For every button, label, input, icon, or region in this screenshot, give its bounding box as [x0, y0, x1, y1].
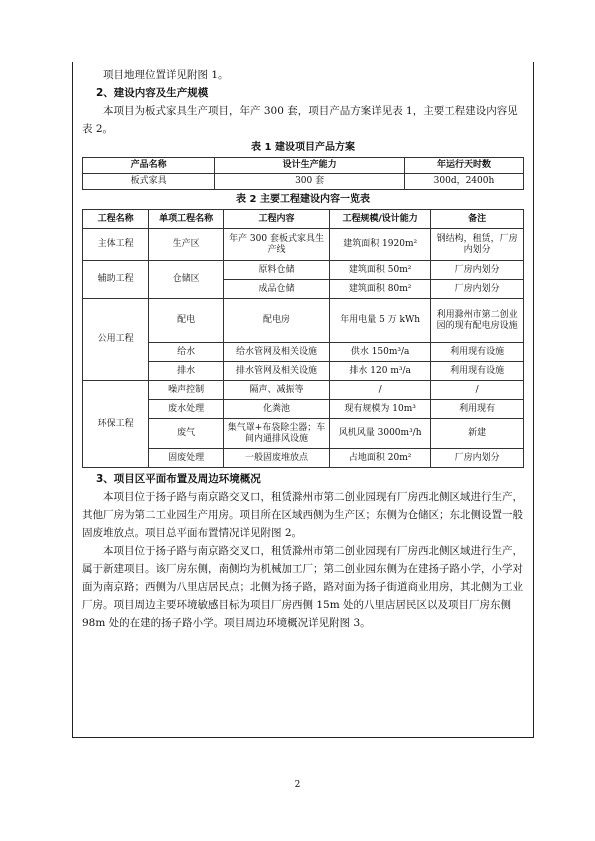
table-cell: 建筑面积 1920m²: [329, 229, 430, 261]
table-header: 单项工程名称: [149, 210, 224, 229]
table-row: [83, 229, 524, 261]
table-cell: 配电: [149, 299, 224, 343]
section-3-heading: 3、项目区平面布置及周边环境概况: [96, 473, 261, 485]
table-cell: 废水处理: [149, 400, 224, 419]
table-cell: 利用现有设施: [431, 362, 524, 381]
table-row: [83, 210, 524, 229]
table-cell: 占地面积 20m²: [329, 449, 430, 468]
table-row: [83, 449, 524, 468]
table-row: [83, 343, 524, 362]
table-row: [83, 362, 524, 381]
table-header: 工程内容: [224, 210, 330, 229]
table-cell: 化粪池: [224, 400, 330, 419]
group-cell-auxiliary: 辅助工程: [83, 261, 149, 299]
table-header: 年运行天时数: [404, 158, 523, 174]
table-2: [82, 209, 524, 468]
table-cell: /: [329, 381, 430, 400]
table-cell: 利用滁州市第二创业园的现有配电房设施: [431, 299, 524, 343]
group-cell-environmental: 环保工程: [83, 381, 149, 468]
table-cell: 生产区: [149, 229, 224, 261]
group-cell-utility: 公用工程: [83, 299, 149, 381]
table-cell: 成品仓储: [224, 280, 330, 299]
table-cell: 现有规模为 10m³: [329, 400, 430, 419]
table-cell: 厂房内划分: [431, 280, 524, 299]
table-row: [83, 174, 524, 190]
table-row: [83, 381, 524, 400]
table-cell: 原料仓储: [224, 261, 330, 280]
table-cell: 固废处理: [149, 449, 224, 468]
section-2-paragraph: 本项目为板式家具生产项目，年产 300 套，项目产品方案详见表 1，主要工程建设内容见表 2。: [82, 105, 518, 135]
table-row: [83, 419, 524, 449]
table-row: [83, 400, 524, 419]
table-header: 工程规模/设计能力: [329, 210, 430, 229]
table-cell: 供水 150m³/a: [329, 343, 430, 362]
intro-line: 项目地理位置详见附图 1。: [103, 69, 229, 81]
table-row: [83, 261, 524, 280]
table-header: 产品名称: [83, 158, 215, 174]
page-number: 2: [294, 780, 301, 790]
table-cell: 排水: [149, 362, 224, 381]
table-1: [82, 157, 524, 190]
table-cell: 建筑面积 50m²: [329, 261, 430, 280]
table-header: 备注: [431, 210, 524, 229]
table-cell: /: [431, 381, 524, 400]
table-cell: 给水: [149, 343, 224, 362]
table-cell: 废气: [149, 419, 224, 449]
table-cell: 集气罩+布袋除尘器；车间内通排风设施: [224, 419, 330, 449]
table-cell: 噪声控制: [149, 381, 224, 400]
document-body: [82, 66, 524, 632]
table-cell: 建筑面积 80m²: [329, 280, 430, 299]
table-cell: 利用现有: [431, 400, 524, 419]
table-cell: 排水 120 m³/a: [329, 362, 430, 381]
section-3-paragraph-1: 本项目位于扬子路与南京路交叉口，租赁滁州市第二创业园现有厂房西北侧区域进行生产，其他厂房为第二工业园生产用房。项目所在区域西侧为生产区；东侧为仓储区；东北侧设置一般固废堆放点。项目总平面布置情况详见附图 2。: [82, 491, 523, 539]
table-cell: 风机风量 3000m³/h: [329, 419, 430, 449]
table-cell: 年用电量 5 万 kWh: [329, 299, 430, 343]
table-cell: 板式家具: [83, 174, 215, 190]
table-cell: 仓储区: [149, 261, 224, 299]
table-cell: 排水管网及相关设施: [224, 362, 330, 381]
table-cell: 新建: [431, 419, 524, 449]
table-cell: 利用现有设施: [431, 343, 524, 362]
group-cell-main: 主体工程: [83, 229, 149, 261]
table-cell: 300 套: [215, 174, 405, 190]
table-cell: 钢结构，租赁，厂房内划分: [431, 229, 524, 261]
section-3-paragraph-2: 本项目位于扬子路与南京路交叉口，租赁滁州市第二创业园现有厂房西北侧区域进行生产，属于新建项目。该厂房东侧，南侧均为机械加工厂；第二创业园东侧为在建扬子路小学，小学对面为南京路；西侧为八里店居民点；北侧为扬子路，路对面为扬子街道商业用房，其北侧为工业厂房。项目周边主要环境敏感目标为项目厂房西侧 15m 处的八里店居民区以及项目厂房东侧 98m 处的在建的扬子路小学。项目周边环境概况详见附图 3。: [82, 545, 523, 629]
table-cell: 给水管网及相关设施: [224, 343, 330, 362]
table-cell: 隔声、减振等: [224, 381, 330, 400]
table-cell: 年产 300 套板式家具生产线: [224, 229, 330, 261]
table-1-caption: 表 1 建设项目产品方案: [251, 142, 355, 153]
table-header: 工程名称: [83, 210, 149, 229]
table-2-caption: 表 2 主要工程建设内容一览表: [236, 194, 370, 205]
section-2-heading: 2、建设内容及生产规模: [96, 87, 209, 99]
table-cell: 厂房内划分: [431, 449, 524, 468]
table-row: [83, 299, 524, 343]
table-cell: 厂房内划分: [431, 261, 524, 280]
table-row: [83, 158, 524, 174]
table-cell: 一般固废堆放点: [224, 449, 330, 468]
table-header: 设计生产能力: [215, 158, 405, 174]
table-cell: 配电房: [224, 299, 330, 343]
table-cell: 300d，2400h: [404, 174, 523, 190]
